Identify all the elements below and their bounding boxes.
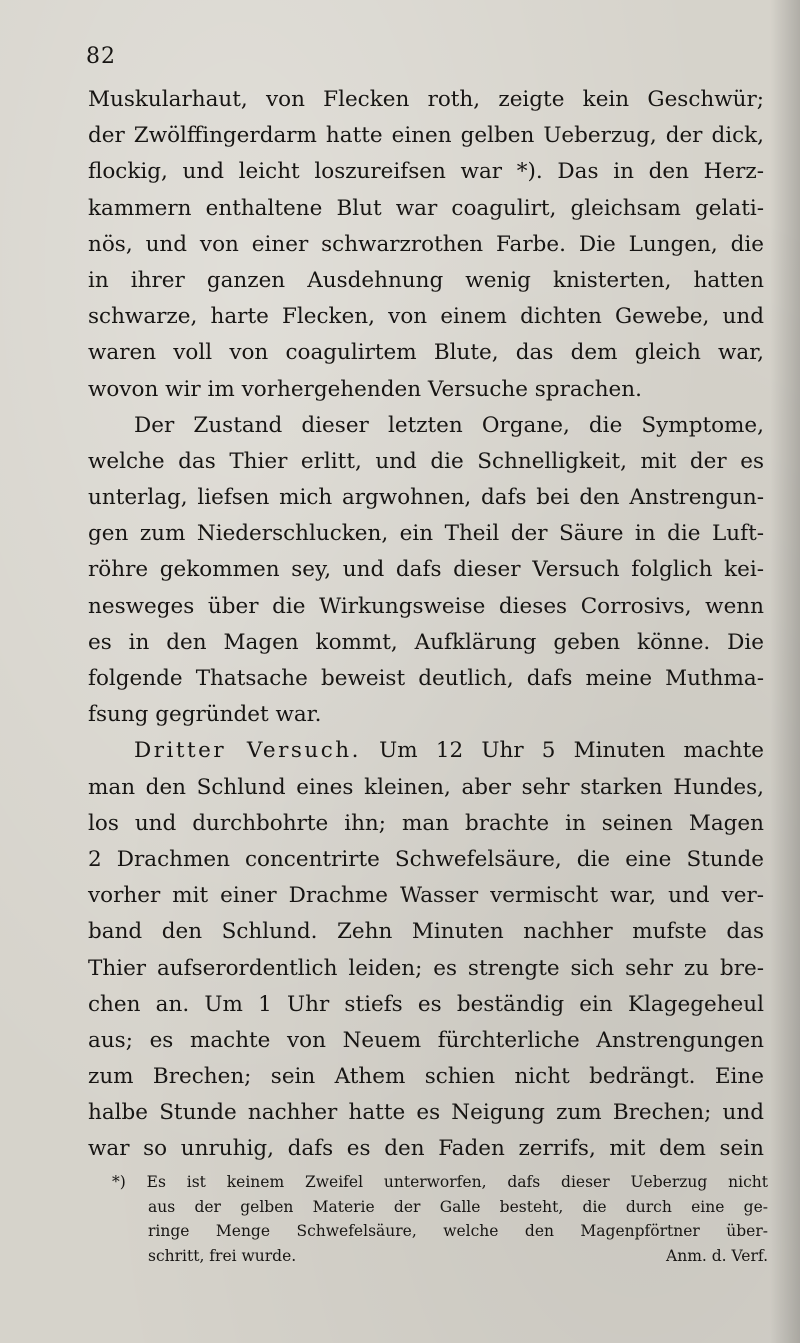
text-line: los und durchbohrte ihn; man brachte in seinen Magen [88, 810, 764, 836]
text-line: vorher mit einer Drachme Wasser vermischt war, und ver- [88, 883, 764, 909]
text-line: fsung gegründet war. [88, 702, 322, 728]
text-line [88, 733, 764, 769]
text-line: gen zum Niederschlucken, ein Theil der Säure in die Luft- [88, 521, 764, 547]
text-line: röhre gekommen sey, und dafs dieser Versuch folglich kei- [88, 557, 764, 583]
text-line: Muskularhaut, von Flecken roth, zeigte kein Geschwür; [88, 87, 764, 112]
text-line: band den Schlund. Zehn Minuten nachher mufste das [88, 919, 764, 945]
text-line: folgende Thatsache beweist deutlich, dafs meine Muthma- [88, 666, 764, 691]
main-text-block [88, 82, 764, 1168]
text-line: war so unruhig, dafs es den Faden zerrifs, mit dem sein [88, 1136, 764, 1162]
text-line: zum Brechen; sein Athem schien nicht bedrängt. Eine [88, 1064, 764, 1090]
text-line: es in den Magen kommt, Aufklärung geben könne. Die [88, 629, 764, 655]
page-edge-shadow [770, 0, 800, 1343]
text-line: flockig, und leicht loszureifsen war *). Das in den Herz- [88, 159, 764, 185]
page-number: 82 [86, 44, 116, 69]
text-line: kammern enthaltene Blut war coagulirt, gleichsam gelati- [88, 195, 764, 221]
text-line: welche das Thier erlitt, und die Schnelligkeit, mit der es [88, 448, 764, 474]
text-line: 2 Drachmen concentrirte Schwefelsäure, die eine Stunde [88, 846, 764, 872]
text-line-rest: Um 12 Uhr 5 Minuten machte [379, 738, 765, 764]
text-line: nös, und von einer schwarzrothen Farbe. Die Lungen, die [88, 231, 764, 257]
footnote-line: aus der gelben Materie der Galle besteht, die durch eine ge- [148, 1197, 768, 1216]
text-line: waren voll von coagulirtem Blute, das dem gleich war, [88, 340, 764, 366]
text-line: nesweges über die Wirkungsweise dieses Corrosivs, wenn [88, 593, 764, 619]
footnote-last-line [112, 1244, 768, 1269]
footnote-line: schritt, frei wurde. [148, 1246, 297, 1265]
text-line: man den Schlund eines kleinen, aber sehr starken Hundes, [88, 774, 764, 800]
footnote-line: *) Es ist keinem Zweifel unterworfen, dafs dieser Ueberzug nicht [112, 1173, 768, 1191]
footnote [112, 1170, 768, 1268]
text-line: schwarze, harte Flecken, von einem dichten Gewebe, und [88, 304, 764, 330]
text-line: Der Zustand dieser letzten Organe, die Symptome, [134, 412, 764, 438]
text-line: chen an. Um 1 Uhr stiefs es beständig ein Klagegeheul [88, 991, 764, 1017]
text-line: halbe Stunde nachher hatte es Neigung zum Brechen; und [88, 1100, 764, 1126]
footnote-attribution: Anm. d. Verf. [666, 1246, 768, 1265]
text-line: aus; es machte von Neuem fürchterliche Anstrengungen [88, 1027, 764, 1053]
text-line: Thier aufserordentlich leiden; es strengte sich sehr zu bre- [88, 955, 764, 981]
experiment-heading: Dritter Versuch. [134, 738, 361, 764]
footnote-line: ringe Menge Schwefelsäure, welche den Magenpförtner über- [148, 1222, 768, 1240]
text-line: wovon wir im vorhergehenden Versuche sprachen. [88, 376, 642, 402]
text-line: der Zwölffingerdarm hatte einen gelben Ueberzug, der dick, [88, 123, 764, 149]
text-line: unterlag, liefsen mich argwohnen, dafs bei den Anstrengun- [88, 485, 764, 511]
text-line: in ihrer ganzen Ausdehnung wenig knisterten, hatten [88, 267, 764, 293]
